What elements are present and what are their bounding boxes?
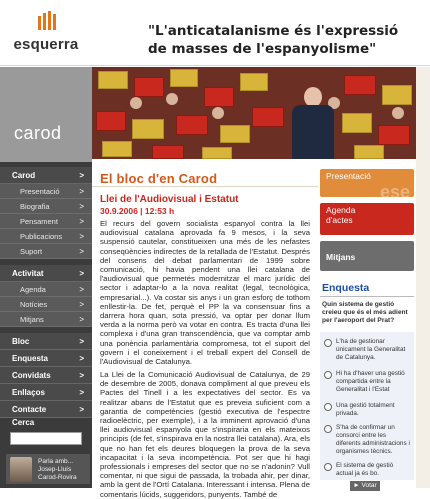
nav-section-label: Enllaços bbox=[12, 388, 45, 397]
radio-button[interactable] bbox=[324, 425, 332, 433]
esquerra-logo[interactable] bbox=[8, 8, 84, 60]
blog-title: El bloc d'en Carod bbox=[100, 171, 218, 186]
carod-brand-block bbox=[0, 67, 92, 162]
poll-option-label: L'ha de gestionar únicament la Generalitat de Catalunya. bbox=[336, 338, 406, 361]
poll-options bbox=[320, 332, 414, 480]
chevron-right-icon: > bbox=[79, 232, 84, 241]
avatar-caption bbox=[38, 458, 77, 482]
nav-item-agenda[interactable] bbox=[0, 282, 92, 297]
nav-section-carod[interactable] bbox=[0, 167, 92, 184]
nav-item-label: Publicacions bbox=[20, 232, 63, 241]
chevron-right-icon: > bbox=[79, 285, 84, 294]
brand-text: carod bbox=[14, 123, 62, 143]
page-edge bbox=[416, 67, 430, 488]
chevron-right-icon: > bbox=[79, 247, 84, 256]
chevron-right-icon: > bbox=[79, 202, 84, 211]
poll-option[interactable] bbox=[324, 462, 412, 478]
nav-item-label: Mitjans bbox=[20, 315, 44, 324]
nav-section-label: Bloc bbox=[12, 337, 30, 346]
crowd-sign bbox=[240, 73, 268, 91]
enquesta-question: Quin sistema de gestió creieu que és el més adient per l'aeroport del Prat? bbox=[322, 301, 408, 325]
post-title[interactable]: Llei de l'Audiovisual i Estatut bbox=[100, 194, 239, 205]
nav-section-enquesta[interactable] bbox=[0, 350, 92, 367]
promo-label: Mitjans bbox=[326, 252, 356, 262]
crowd-sign bbox=[252, 107, 284, 127]
nav-section-label: Convidats bbox=[12, 371, 51, 380]
speaker-head bbox=[304, 87, 322, 107]
chevron-right-icon: > bbox=[79, 171, 84, 180]
main-nav bbox=[0, 167, 92, 418]
nav-item-label: Agenda bbox=[20, 285, 46, 294]
poll-option-label: El sistema de gestió actual ja és bo. bbox=[336, 462, 394, 477]
poll-option-label: S'ha de confirmar un consorci entre les diferents administracions i organismes tècnics. bbox=[336, 424, 410, 455]
poll-option[interactable] bbox=[324, 338, 412, 362]
crowd-sign bbox=[204, 87, 234, 107]
crowd-sign bbox=[342, 113, 372, 133]
promo-mitjans[interactable] bbox=[320, 241, 414, 271]
avatar-caption-line: Carod-Rovira bbox=[38, 474, 77, 481]
search-input[interactable] bbox=[10, 432, 82, 445]
vote-button[interactable]: ► Votar bbox=[350, 481, 380, 491]
crowd-face bbox=[212, 107, 224, 119]
nav-section-enllacos[interactable] bbox=[0, 384, 92, 401]
crowd-sign bbox=[202, 147, 232, 159]
radio-button[interactable] bbox=[324, 403, 332, 411]
crowd-sign bbox=[132, 119, 164, 139]
chevron-right-icon: > bbox=[79, 405, 84, 414]
crowd-face bbox=[166, 93, 178, 105]
nav-item-mitjans[interactable] bbox=[0, 312, 92, 327]
crowd-sign bbox=[98, 71, 128, 89]
poll-option-label: Hi ha d'haver una gestió compartida entre la Generalitat i l'Estat bbox=[336, 370, 405, 393]
poll-option-label: Una gestió totalment privada. bbox=[336, 402, 395, 417]
post-paragraph: La Llei de la Comunicació Audiovisual de Catalunya, de 29 de desembre de 2005, donava compliment al que preveu els Pactes del Tinell i a les expectatives del sector. Es va realitzar abans de l'Estatut que es preveia suficient com a garantia de competències (gestió executiva de l'espectre radioelèctric, per exemple), i a la imminent aprovació d'una llei audiovisual espanyola que s'inspiraria en els mateixos principis (de fet, s'inspirava en la nostra llei catalana). Ara, els que no han fet els deures bloquegen la prova de la seva incapacitat i la seva incompetència. Pot ser que hi hagi professionals i empreses del sector que no se n'adonin? Vull comentar, ni que sigui de passada, la trobada ahir, per dinar, amb la gent de l'Ortí Catalana. Interessant i intensa. Plena de comentaris lúcids, suggeridors, punyents. També de bbox=[100, 370, 310, 499]
chevron-right-icon: > bbox=[79, 337, 84, 346]
radio-button[interactable] bbox=[324, 371, 332, 379]
nav-item-presentacio[interactable] bbox=[0, 184, 92, 199]
avatar bbox=[10, 457, 32, 482]
nav-item-label: Biografia bbox=[20, 202, 50, 211]
crowd-sign bbox=[152, 145, 184, 159]
esquerra-star-icon bbox=[36, 10, 58, 32]
nav-item-label: Suport bbox=[20, 247, 43, 256]
chevron-right-icon: > bbox=[79, 388, 84, 397]
nav-section-bloc[interactable] bbox=[0, 333, 92, 350]
nav-section-convidats[interactable] bbox=[0, 367, 92, 384]
chevron-right-icon: > bbox=[79, 300, 84, 309]
nav-item-label: Notícies bbox=[20, 300, 48, 309]
crowd-sign bbox=[220, 125, 250, 143]
nav-section-activitat[interactable] bbox=[0, 265, 92, 282]
nav-item-biografia[interactable] bbox=[0, 199, 92, 214]
avatar-caption-line: Parla amb... bbox=[38, 458, 74, 465]
parla-amb-carod-box[interactable] bbox=[6, 454, 90, 484]
crowd-sign bbox=[96, 111, 126, 131]
crowd-face bbox=[130, 97, 142, 109]
page-header bbox=[0, 0, 430, 66]
nav-section-contacte[interactable] bbox=[0, 401, 92, 418]
crowd-face bbox=[392, 107, 404, 119]
right-column bbox=[318, 159, 416, 488]
header-banner-photo bbox=[92, 67, 416, 159]
search-label: Cerca bbox=[12, 418, 35, 427]
post-paragraph: El recurs del govern socialista espanyol contra la llei audiovisual catalana aprovada fa 9 mesos, i la seva suspensió cautelar, constitueixen una més de les nefastes conseqüències indirectes de la retallada de l'Estatut. Després del consens del debat parlamentari de 1999 sobre comunicació, hi havia pendent una llei catalana de l'audiovisual que permetés modernitzar el marc jurídic del sector i adaptar-lo a la nova realitat (legal, tecnològica, empresarial...). Va costar sis anys i un gran esforç de tothom enllestir-la. De fet, perquè el PP la va consensuar fins a darrera hora quan, sota pressió, va optar per donar llum verda a la norma però va votar en contra. Es tracta d'una llei complexa i d'una gran transcendència, que va comptar amb una ponència parlamentària compromesa, tot el suport del govern i el coneixement i el treball expert del Consell de l'Audiovisual de Catalunya. bbox=[100, 219, 310, 367]
quote-line-1: "L'anticatalanisme és l'expressió bbox=[148, 23, 399, 39]
crowd-sign bbox=[102, 141, 132, 157]
nav-section-label: Enquesta bbox=[12, 354, 49, 363]
post-date: 30.9.2006 | 12:53 h bbox=[100, 206, 175, 216]
quote-line-2: de masses de l'espanyolisme" bbox=[148, 41, 377, 57]
poll-option[interactable] bbox=[324, 402, 412, 418]
nav-item-noticies[interactable] bbox=[0, 297, 92, 312]
promo-label: Presentació bbox=[326, 171, 371, 181]
chevron-right-icon: > bbox=[79, 371, 84, 380]
nav-section-label: Activitat bbox=[12, 269, 44, 278]
nav-item-suport[interactable] bbox=[0, 244, 92, 259]
crowd-sign bbox=[382, 85, 412, 105]
radio-button[interactable] bbox=[324, 463, 332, 471]
divider bbox=[92, 186, 318, 187]
main-content bbox=[92, 159, 318, 499]
nav-section-label: Contacte bbox=[12, 405, 47, 414]
nav-item-publicacions[interactable] bbox=[0, 229, 92, 244]
chevron-right-icon: > bbox=[79, 315, 84, 324]
nav-section-label: Carod bbox=[12, 171, 36, 180]
poll-option[interactable] bbox=[324, 370, 412, 394]
divider bbox=[320, 296, 414, 297]
crowd-sign bbox=[344, 75, 376, 95]
speaker-body bbox=[292, 105, 334, 159]
promo-watermark: ese bbox=[379, 182, 410, 202]
crowd-sign bbox=[170, 69, 198, 87]
nav-item-label: Presentació bbox=[20, 187, 60, 196]
chevron-right-icon: > bbox=[79, 269, 84, 278]
enquesta-title: Enquesta bbox=[322, 282, 370, 294]
nav-item-pensament[interactable] bbox=[0, 214, 92, 229]
poll-option[interactable] bbox=[324, 424, 412, 456]
promo-presentacio[interactable] bbox=[320, 169, 414, 202]
promo-agenda[interactable] bbox=[320, 203, 414, 235]
speaker-figure bbox=[292, 87, 334, 159]
chevron-right-icon: > bbox=[79, 217, 84, 226]
radio-button[interactable] bbox=[324, 339, 332, 347]
chevron-right-icon: > bbox=[79, 354, 84, 363]
chevron-right-icon: > bbox=[79, 187, 84, 196]
promo-label: Agenda bbox=[326, 205, 356, 215]
crowd-sign bbox=[378, 125, 410, 145]
avatar-caption-line: Josep-Lluís bbox=[38, 466, 72, 473]
crowd-sign bbox=[134, 77, 164, 97]
crowd-sign bbox=[354, 145, 384, 159]
logo-wordmark: esquerra bbox=[13, 36, 79, 53]
crowd-sign bbox=[176, 115, 208, 135]
promo-label: d'actes bbox=[326, 215, 353, 225]
left-sidebar bbox=[0, 67, 92, 488]
header-quote bbox=[148, 22, 428, 58]
nav-item-label: Pensament bbox=[20, 217, 58, 226]
